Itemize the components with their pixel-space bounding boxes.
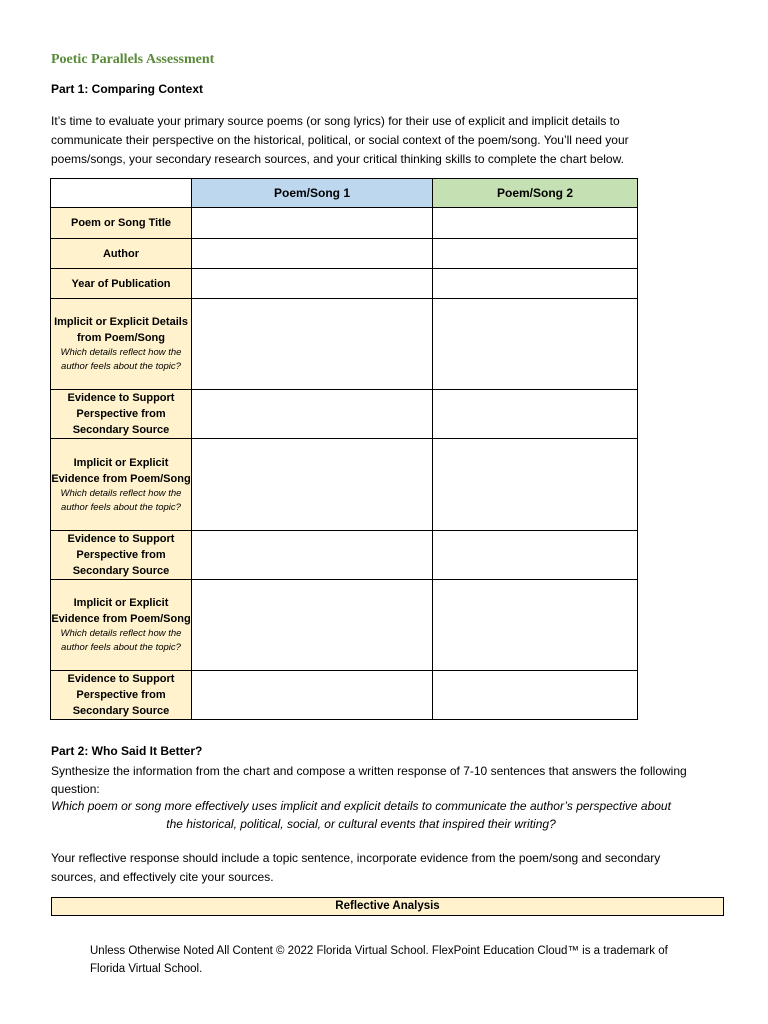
part2-requirements: Your reflective response should include a topic sentence, incorporate evidence from the poem/song and secondary sources, and effectively cite your sources. [51,851,661,884]
poem1-cell[interactable] [192,390,433,439]
row-label-text: Implicit or Explicit Evidence from Poem/Song [51,597,191,625]
part2-question: Which poem or song more effectively uses implicit and explicit details to communicate the author’s perspective about the historical, political, social, or cultural events that inspired their writing? [51,799,671,831]
chart-row [51,439,638,531]
poem1-cell[interactable] [192,439,433,531]
comparison-chart [50,178,638,720]
row-label [51,299,192,390]
part1-intro: It’s time to evaluate your primary source poems (or song lyrics) for their use of explicit and implicit details to communicate their perspective on the historical, political, or social context of the poem/song. You’ll need your poems/songs, your secondary research sources, and your critical thinking skills to complete the chart below. [51,114,629,166]
chart-row [51,671,638,720]
poem2-cell[interactable] [433,208,638,239]
poem2-cell[interactable] [433,269,638,299]
poem1-cell[interactable] [192,580,433,671]
poem1-cell[interactable] [192,239,433,269]
chart-row [51,269,638,299]
header-poem-song-2: Poem/Song 2 [433,179,638,208]
row-label-text: Evidence to Support Perspective from Secondary Source [67,392,175,436]
row-label-hint: Which details reflect how the author feels about the topic? [60,487,182,513]
copyright-footer: Unless Otherwise Noted All Content © 2022 Florida Virtual School. FlexPoint Education Cloud™ is a trademark of Florida Virtual School. [90,945,668,975]
row-label-text: Year of Publication [71,277,171,290]
row-label [51,239,192,269]
chart-row [51,580,638,671]
header-poem-song-1: Poem/Song 1 [192,179,433,208]
part2-heading: Part 2: Who Said It Better? [51,744,203,758]
poem2-cell[interactable] [433,580,638,671]
row-label-text: Poem or Song Title [70,217,172,229]
chart-row [51,531,638,580]
row-label [51,439,192,531]
poem1-cell[interactable] [192,269,433,299]
poem2-cell[interactable] [433,671,638,720]
row-label [51,580,192,671]
reflective-analysis-bar: Reflective Analysis [51,897,724,916]
row-label-text: Evidence to Support Perspective from Secondary Source [67,533,175,577]
row-label-text: Implicit or Explicit Details from Poem/Song [54,316,188,344]
poem2-cell[interactable] [433,299,638,390]
row-label [51,531,192,580]
poem1-cell[interactable] [192,531,433,580]
row-label-text: Implicit or Explicit Evidence from Poem/Song [51,456,191,485]
chart-header-row [51,179,638,208]
poem2-cell[interactable] [433,390,638,439]
row-label [51,208,192,239]
chart-row [51,299,638,390]
part2-instructions: Synthesize the information from the chart and compose a written response of 7-10 sentences that answers the following question: [51,764,687,796]
row-label-text: Author [102,247,140,260]
poem2-cell[interactable] [433,439,638,531]
document-title: Poetic Parallels Assessment [51,52,215,67]
row-label [51,671,192,720]
part1-heading: Part 1: Comparing Context [51,82,204,96]
row-label [51,390,192,439]
poem1-cell[interactable] [192,671,433,720]
chart-row [51,390,638,439]
poem2-cell[interactable] [433,531,638,580]
header-blank-cell [51,179,192,208]
chart-row [51,208,638,239]
poem2-cell[interactable] [433,239,638,269]
poem1-cell[interactable] [192,208,433,239]
row-label-hint: Which details reflect how the author feels about the topic? [60,628,182,653]
poem1-cell[interactable] [192,299,433,390]
row-label-text: Evidence to Support Perspective from Secondary Source [67,673,175,717]
chart-row [51,239,638,269]
row-label-hint: Which details reflect how the author feels about the topic? [60,347,182,372]
row-label [51,269,192,299]
